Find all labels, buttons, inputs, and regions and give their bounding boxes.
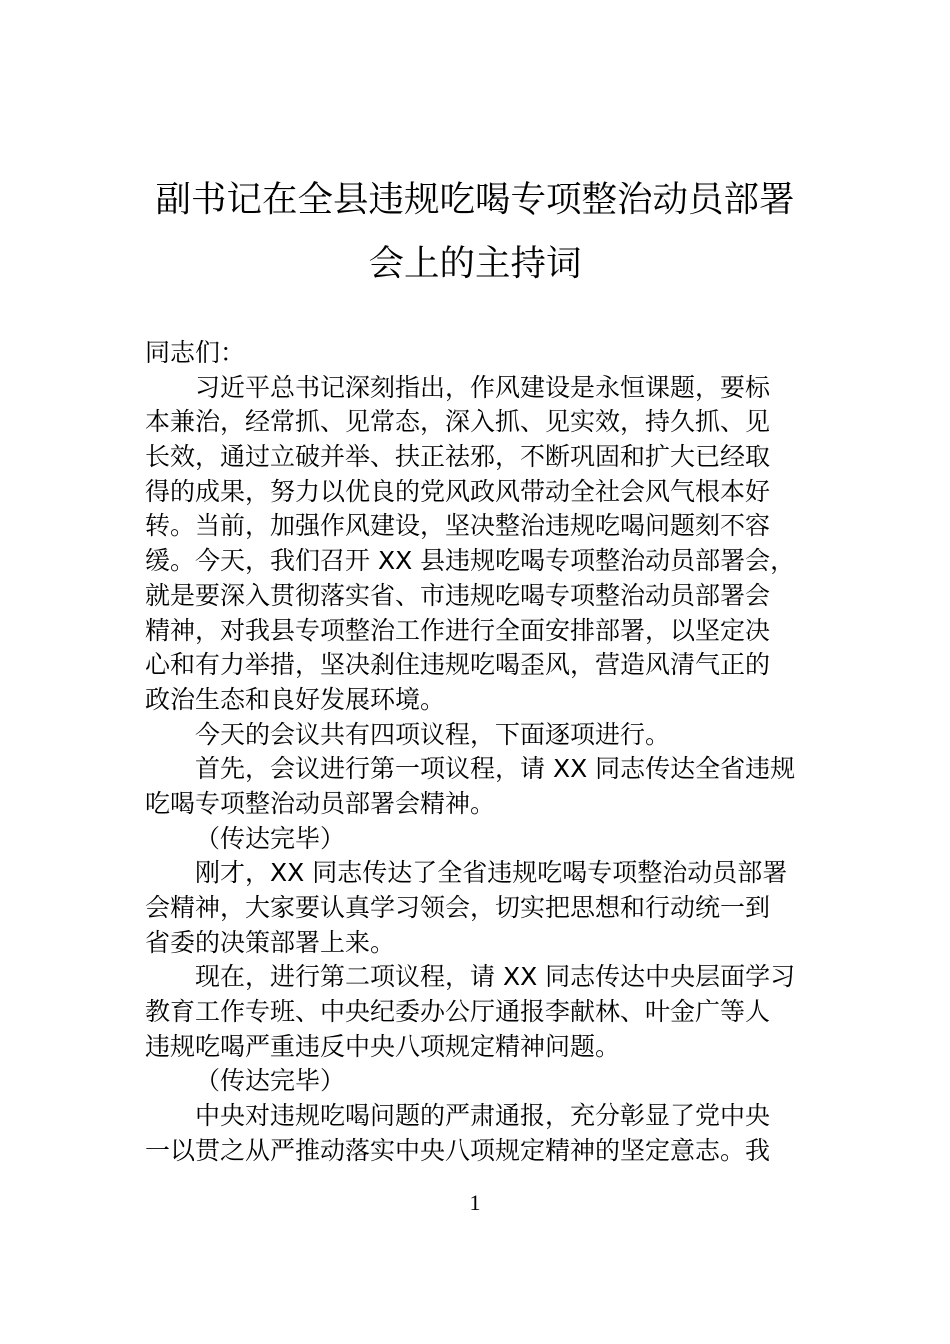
text-line: 转。当前，加强作风建设，坚决整治违规吃喝问题刻不容 <box>145 511 771 541</box>
title-line-1: 副书记在全县违规吃喝专项整治动员部署 <box>155 179 795 220</box>
text-line: 省委的决策部署上来。 <box>145 927 396 957</box>
text-line: 同志们： <box>145 338 246 367</box>
text-line: 心和有力举措，坚决刹住违规吃喝歪风，营造风清气正的 <box>145 650 771 680</box>
text-line: 刚才，XX 同志传达了全省违规吃喝专项整治动员部署 <box>195 858 788 888</box>
text-line: 就是要深入贯彻落实省、市违规吃喝专项整治动员部署会 <box>145 580 771 610</box>
text-line: 违规吃喝严重违反中央八项规定精神问题。 <box>145 1031 621 1061</box>
text-line: 今天的会议共有四项议程，下面逐项进行。 <box>195 719 671 749</box>
text-line: 政治生态和良好发展环境。 <box>145 684 446 714</box>
text-line: 教育工作专班、中央纪委办公厅通报李献林、叶金广等人 <box>145 997 771 1027</box>
text-line: （传达完毕） <box>195 823 346 853</box>
text-line: 得的成果，努力以优良的党风政风带动全社会风气根本好 <box>145 476 771 506</box>
document-title <box>145 168 805 296</box>
text-line: 吃喝专项整治动员部署会精神。 <box>145 788 496 818</box>
text-line: 一以贯之从严推动落实中央八项规定精神的坚定意志。我 <box>145 1135 771 1165</box>
page-number: 1 <box>469 1190 481 1215</box>
text-line: 本兼治，经常抓、见常态，深入抓、见实效，持久抓、见 <box>145 407 771 437</box>
text-line: 首先，会议进行第一项议程，请 XX 同志传达全省违规 <box>195 754 796 784</box>
text-line: 精神，对我县专项整治工作进行全面安排部署，以坚定决 <box>145 615 771 645</box>
title-line-2: 会上的主持词 <box>368 243 582 284</box>
text-line: 长效，通过立破并举、扶正祛邪，不断巩固和扩大已经取 <box>145 442 771 472</box>
document-body <box>145 336 809 1169</box>
text-line: 缓。今天，我们召开 XX 县违规吃喝专项整治动员部署会， <box>145 546 796 576</box>
text-line: 中央对违规吃喝问题的严肃通报，充分彰显了党中央 <box>195 1101 771 1131</box>
text-line: 会精神，大家要认真学习领会，切实把思想和行动统一到 <box>145 893 771 922</box>
text-line: 习近平总书记深刻指出，作风建设是永恒课题，要标 <box>195 372 771 402</box>
text-line: （传达完毕） <box>195 1066 346 1096</box>
text-line: 现在，进行第二项议程，请 XX 同志传达中央层面学习 <box>195 962 796 992</box>
